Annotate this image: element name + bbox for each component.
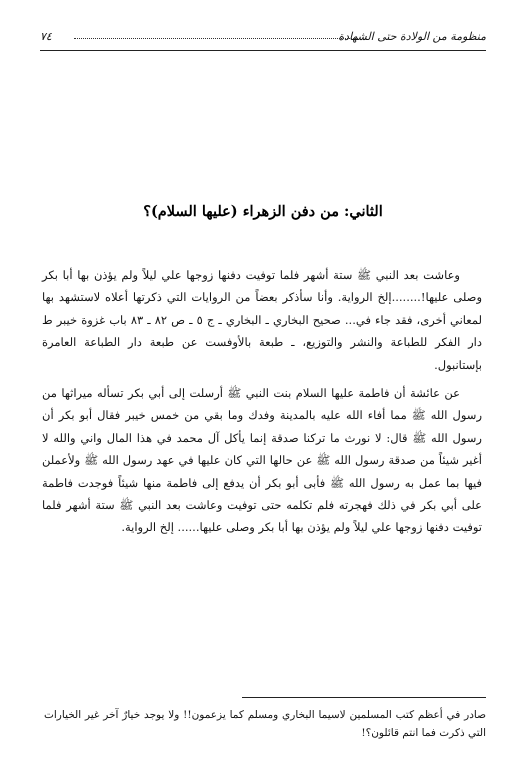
page-number: ٧٤: [40, 30, 52, 43]
header-dot-leader: [74, 38, 358, 39]
header-rule: [40, 50, 486, 51]
book-title: منظومة من الولادة حتى الشهادة: [338, 30, 486, 43]
section-heading: الثاني: من دفن الزهراء (عليها السلام)؟: [143, 203, 383, 220]
running-header: [40, 30, 486, 46]
footnote-rule: [242, 697, 486, 698]
paragraph: وعاشت بعد النبي ﷺ ستة أشهر فلما توفيت دفنها زوجها علي ليلاً ولم يؤذن بها أبا بكر وصلى عليها!........إلخ الرواية. وأنا سأذكر بعضاً من الروايات التي ذكرتها أعلاه لاستشهد بها لمعاني أخرى، فقد جاء في... صحيح البخاري ـ البخاري ـ ج ٥ ـ ص ٨٢ ـ ٨٣ باب غزوة خيبر ط دار الفكر للطباعة والنشر والتوزيع، ـ طبعة بالأوفست عن طبعة دار الطباعة العامرة بإستانبول.: [42, 268, 482, 372]
body-text: [42, 264, 482, 539]
footnote: صادر في أعظم كتب المسلمين لاسيما البخاري ومسلم كما يزعمون!! ولا يوجد خيارٌ آخر غير الخيارات التي ذكرت فما انتم قائلون؟!: [44, 709, 486, 739]
paragraph: عن عائشة أن فاطمة عليها السلام بنت النبي ﷺ أرسلت إلى أبي بكر تسأله ميراثها من رسول الله ﷺ مما أفاء الله عليه بالمدينة وفدك وما بقي من خمس خيبر فقال أبو بكر أن رسول الله ﷺ قال: لا نورث ما تركنا صدقة إنما يأكل آل محمد في هذا المال واني والله لا أغير شيئاً من صدقة رسول الله ﷺ عن حالها التي كان عليها في عهد رسول الله ﷺ ولأعملن فيها بما عمل به رسول الله ﷺ فأبى أبو بكر أن يدفع إلى فاطمة منها شيئاً فوجدت فاطمة على أبي بكر في ذلك فهجرته فلم تكلمه حتى توفيت وعاشت بعد النبي ﷺ ستة أشهر فلما توفيت دفنها زوجها علي ليلاً ولم يؤذن بها أبا بكر وصلى عليها...... إلخ الرواية.: [42, 386, 482, 535]
